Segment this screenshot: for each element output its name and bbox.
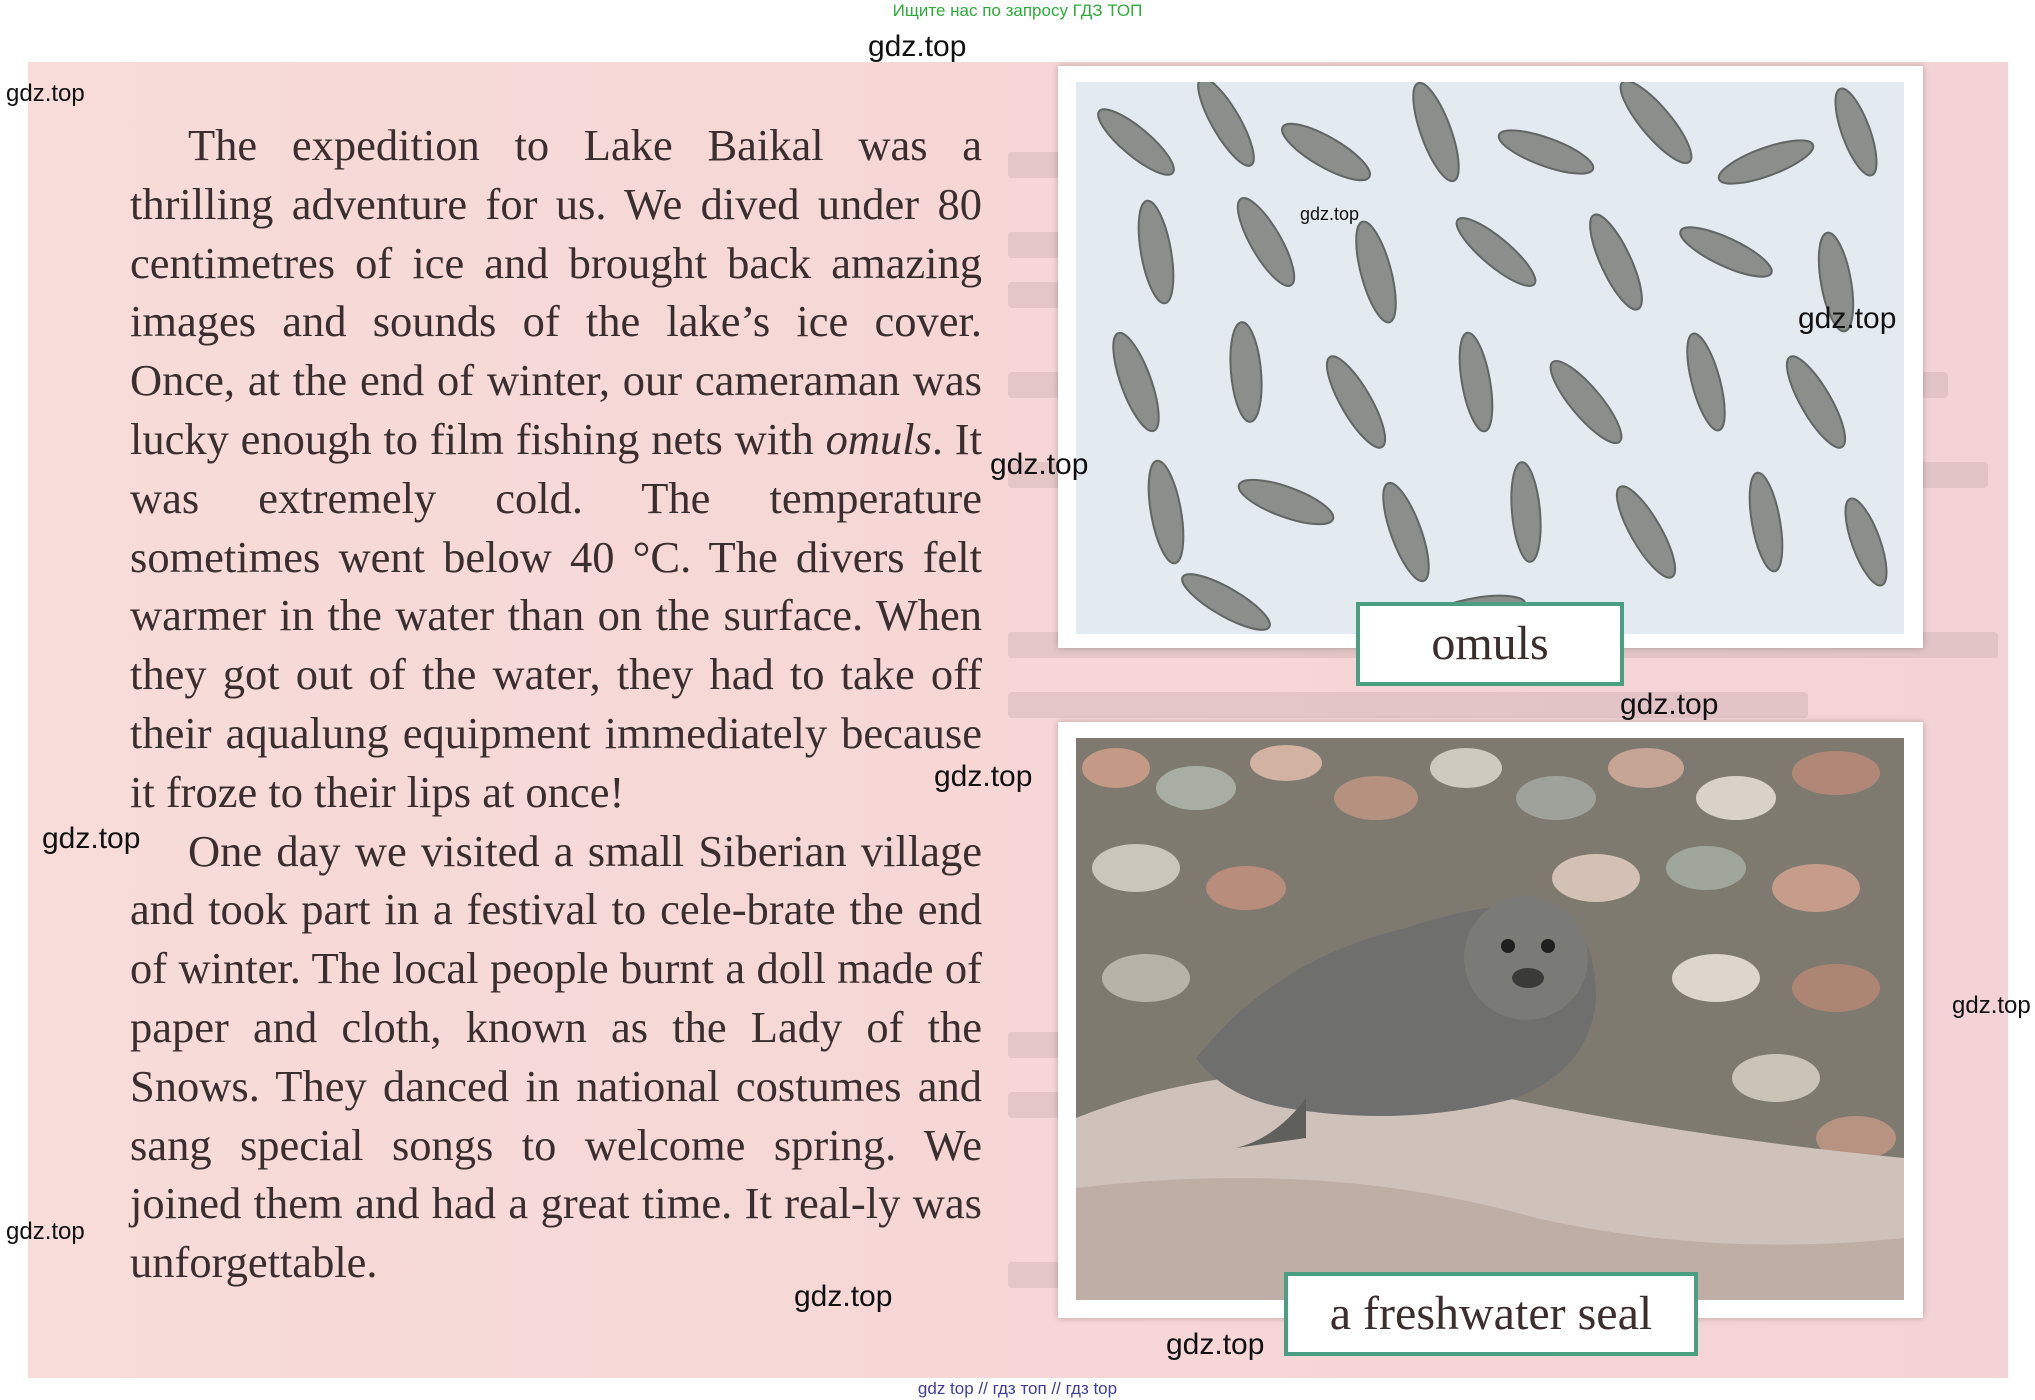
watermark: gdz.top: [1620, 688, 1719, 721]
watermark: gdz.top: [42, 822, 141, 855]
watermark: gdz.top: [6, 1218, 85, 1245]
top-search-banner: Ищите нас по запросу ГДЗ ТОП: [892, 1, 1143, 20]
paragraph-1-italic-term: omuls: [825, 413, 932, 464]
watermark: gdz.top: [1952, 992, 2031, 1019]
omuls-caption: omuls: [1356, 602, 1624, 686]
article-text: [130, 116, 982, 1292]
seal-caption: a freshwater seal: [1284, 1272, 1698, 1356]
seal-photo: [1058, 722, 1923, 1318]
watermark: gdz.top: [990, 448, 1089, 481]
watermark: gdz.top: [868, 30, 967, 63]
watermark: gdz.top: [1300, 204, 1360, 224]
article-paragraph-1: [130, 116, 982, 822]
seal-illustration: [1076, 738, 1904, 1300]
watermark: gdz.top: [934, 760, 1033, 793]
omuls-photo: [1058, 66, 1923, 648]
fish-illustration: [1076, 82, 1904, 634]
omuls-image: [1076, 82, 1904, 634]
paragraph-1-part-2: . It was extremely cold. The temperature sometimes went below 40 °C. The divers felt warmer in the water than on the surface. When they got out of the water, they had to take off their aqualung equipment immediately because it froze to their lips at once!: [130, 413, 982, 817]
watermark: gdz.top: [1166, 1328, 1265, 1361]
bottom-banner: gdz top // гдз топ // гдз top: [917, 1379, 1118, 1398]
watermark: gdz.top: [6, 80, 85, 107]
watermark: gdz.top: [794, 1280, 893, 1313]
article-paragraph-2: One day we visited a small Siberian village and took part in a festival to cele-brate the end of winter. The local people burnt a doll made of paper and cloth, known as the Lady of the Snows. They danced in national costumes and sang special songs to welcome spring. We joined them and had a great time. It real-ly was unforgettable.: [130, 825, 982, 1288]
paragraph-1-part-1: The expedition to Lake Baikal was a thrilling adventure for us. We dived under 80 centimetres of ice and brought back amazing images and sounds of the lake’s ice cover. Once, at the end of winter, our cameraman was lucky enough to film fishing nets with: [130, 120, 982, 464]
seal-image: [1076, 738, 1904, 1300]
watermark: gdz.top: [1798, 302, 1897, 335]
